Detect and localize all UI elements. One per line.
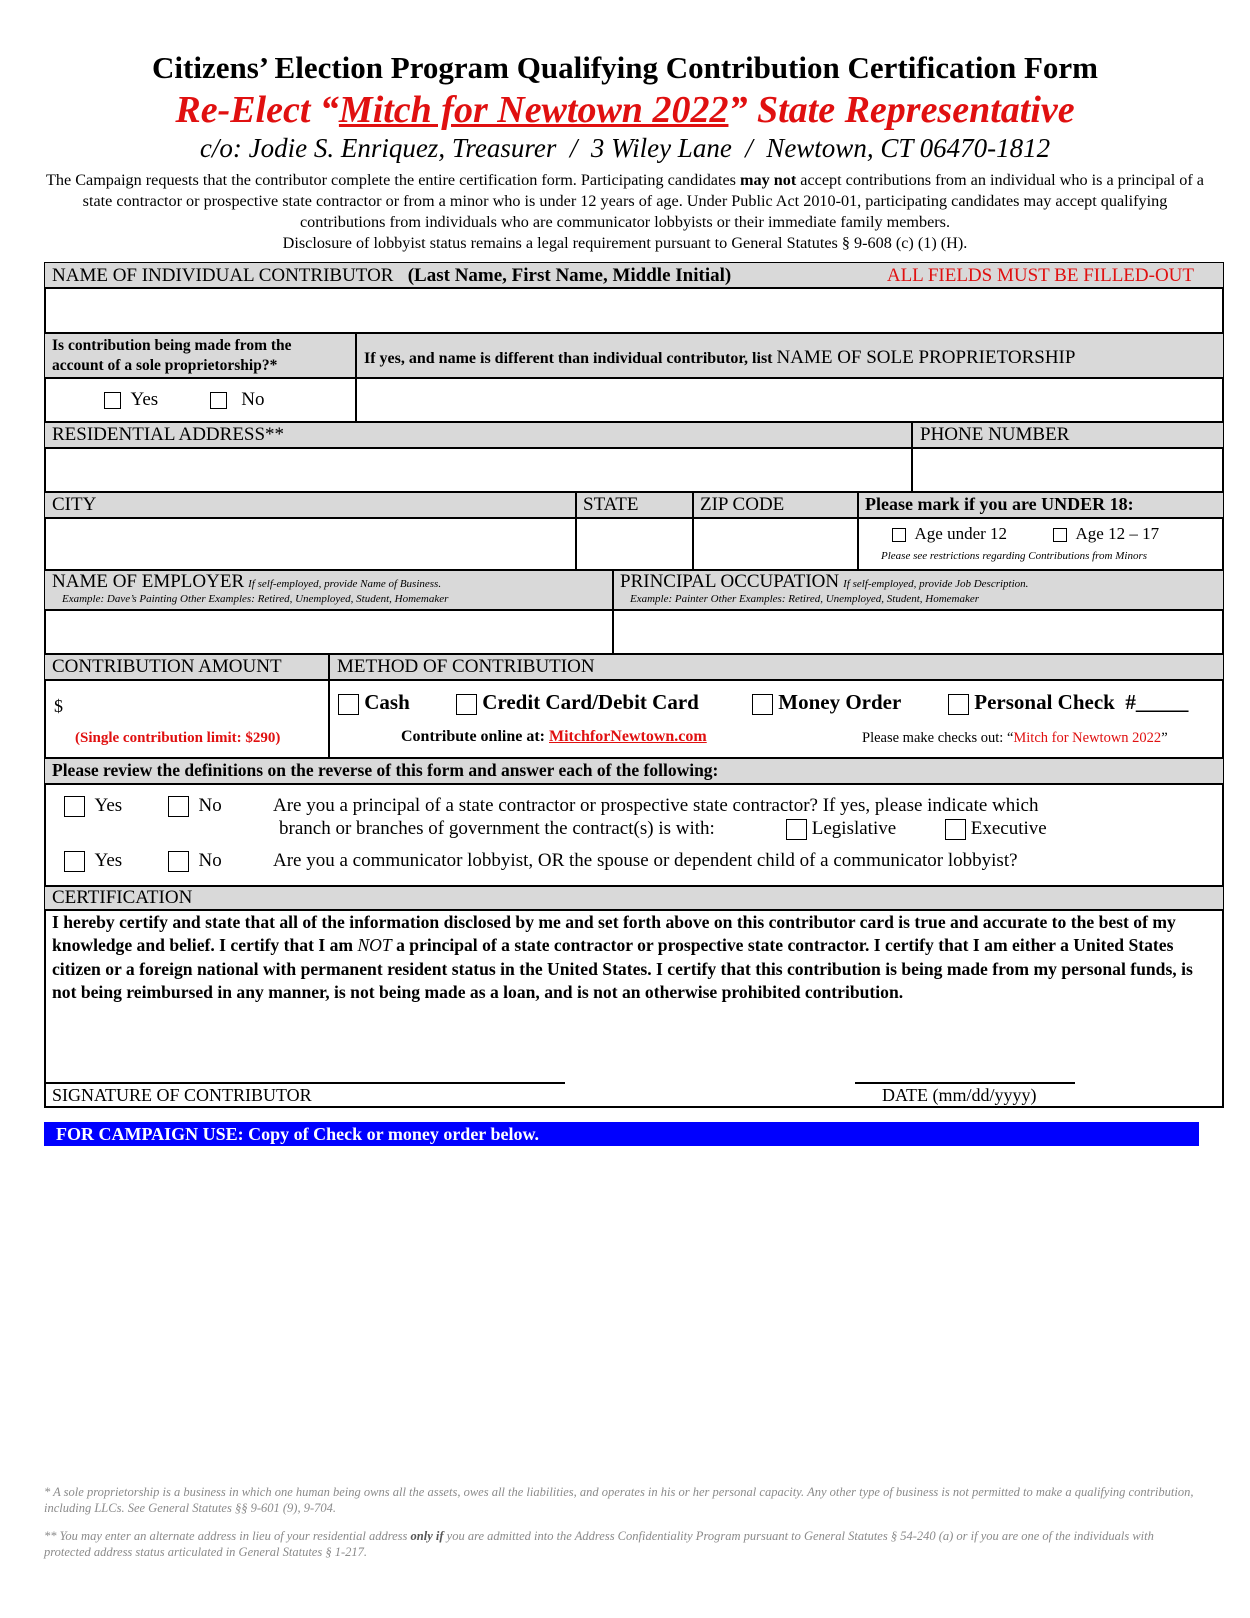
executive-checkbox[interactable] [945,819,966,840]
method-label: METHOD OF CONTRIBUTION [337,656,595,677]
q1-branch-text: branch or branches of government the contract(s) is with: [279,818,715,839]
age-under12-checkbox[interactable] [892,528,906,542]
personal-check-checkbox[interactable] [948,694,969,715]
city-label: CITY [52,494,97,515]
phone-field[interactable] [913,449,1222,491]
campaign-use-bar: FOR CAMPAIGN USE: Copy of Check or money order below. [44,1122,1199,1146]
address-field[interactable] [46,449,910,491]
employer-label: NAME OF EMPLOYER If self-employed, provide Name of Business. [52,571,442,592]
q1-yes-checkbox[interactable] [64,796,85,817]
treasurer-address: c/o: Jodie S. Enriquez, Treasurer / 3 Wiley Lane / Newtown, CT 06470-1812 [199,133,1051,163]
name-field[interactable] [46,289,1222,332]
age-12-17-option[interactable]: Age 12 – 17 [1053,524,1159,544]
legislative-checkbox[interactable] [786,819,807,840]
city-field[interactable] [46,519,574,569]
amount-field[interactable] [70,690,320,720]
q1-yes[interactable]: Yes [64,795,122,817]
sole-prop-no-checkbox[interactable] [210,392,227,409]
sole-prop-hint: If yes, and name is different than individual contributor, list NAME OF SOLE PROPRIETORSHIP [364,347,1076,368]
sole-prop-name-field[interactable] [358,379,1222,421]
occupation-label: PRINCIPAL OCCUPATION If self-employed, provide Job Description. [620,571,1029,592]
certification-text: I hereby certify and state that all of the information disclosed by me and set forth above on this contributor card is true and accurate to the best of my knowledge and belief. I certify that I am NOT a principal of a state contractor or prospective state contractor. I certify that I am either a United States citizen or a foreign national with permanent resident status in the United States. I certify that this contribution is being made from my personal funds, is not being reimbursed in any manner, is not being made as a loan, and is not an otherwise prohibited contribution. [52,912,1193,1002]
money-order-checkbox[interactable] [752,694,773,715]
campaign-name: Mitch for Newtown 2022 [338,89,729,131]
method-card[interactable]: Credit Card/Debit Card [456,690,699,715]
online-contribute: Contribute online at: MitchforNewtown.com [401,728,707,745]
signature-label: SIGNATURE OF CONTRIBUTOR [52,1085,312,1105]
branch-legislative[interactable]: Legislative [786,818,896,840]
q2-no[interactable]: No [168,850,222,872]
age-under12-option[interactable]: Age under 12 [892,524,1007,544]
q1-text: Are you a principal of a state contractor or prospective state contractor? If yes, please indicate which [273,795,1039,816]
sole-prop-yes[interactable]: Yes [104,389,158,411]
checks-payee: Please make checks out: “Mitch for Newtown 2022” [862,730,1168,746]
employer-example: Example: Dave’s Painting Other Examples: Retired, Unemployed, Student, Homemaker [62,593,449,605]
campaign-title: Re-Elect “Mitch for Newtown 2022” State Representative [175,89,1075,131]
zip-label: ZIP CODE [700,494,785,515]
sole-prop-no[interactable]: No [210,389,264,411]
q1-no-checkbox[interactable] [168,796,189,817]
state-field[interactable] [577,519,691,569]
method-cash[interactable]: Cash [338,690,410,715]
age-12-17-checkbox[interactable] [1053,528,1067,542]
cash-checkbox[interactable] [338,694,359,715]
online-link[interactable]: MitchforNewtown.com [549,728,707,745]
state-label: STATE [583,494,639,515]
zip-field[interactable] [694,519,856,569]
form-title: Citizens’ Election Program Qualifying Contribution Certification Form [152,50,1098,85]
intro-text: The Campaign requests that the contributor complete the entire certification form. Participating candidates may not accept contributions from an individual who is a principal of a state contractor or prospective state contractor or from a minor who is under 12 years of age. Under Public Act 2010-01, participating candidates may accept qualifying contributions from individuals who are communicator lobbyists or their immediate family members. Disclosure of lobbyist status remains a legal requirement pursuant to General Statutes § 9-608 (c) (1) (H). [46,171,1204,252]
q2-yes[interactable]: Yes [64,850,122,872]
sole-prop-question: Is contribution being made from the account of a sole proprietorship?* [52,337,292,374]
required-notice: ALL FIELDS MUST BE FILLED-OUT [886,265,1194,286]
method-money-order[interactable]: Money Order [752,690,901,715]
currency-symbol: $ [54,696,63,716]
certification-label: CERTIFICATION [52,887,193,908]
review-header: Please review the definitions on the reverse of this form and answer each of the following: [52,760,719,780]
date-line [855,1082,1075,1084]
method-personal-check[interactable]: Personal Check #_____ [948,690,1188,715]
branch-executive[interactable]: Executive [945,818,1047,840]
sole-prop-yes-checkbox[interactable] [104,392,121,409]
contribution-limit: (Single contribution limit: $290) [75,730,281,746]
occupation-example: Example: Painter Other Examples: Retired, Unemployed, Student, Homemaker [630,593,980,605]
card-checkbox[interactable] [456,694,477,715]
date-field[interactable] [855,1040,1075,1080]
footnote-alternate-address: ** You may enter an alternate address in lieu of your residential address only if you are admitted into the Address Confidentiality Program pursuant to General Statutes § 54-240 (a) or if you are one of the individuals with protected address status articulated in General Statutes § 1-217. [44,1529,1154,1559]
address-label: RESIDENTIAL ADDRESS** [52,424,285,445]
q1-no[interactable]: No [168,795,222,817]
date-label: DATE (mm/dd/yyyy) [882,1085,1037,1105]
employer-field[interactable] [46,611,611,653]
q2-yes-checkbox[interactable] [64,851,85,872]
q2-text: Are you a communicator lobbyist, OR the spouse or dependent child of a communicator lobbyist? [273,850,1018,871]
signature-line [45,1082,565,1084]
signature-field[interactable] [46,1040,564,1080]
name-label: NAME OF INDIVIDUAL CONTRIBUTOR (Last Name, First Name, Middle Initial) [52,265,732,286]
under18-label: Please mark if you are UNDER 18: [865,494,1134,514]
phone-label: PHONE NUMBER [920,424,1070,445]
footnote-sole-proprietorship: * A sole proprietorship is a business in which one human being owns all the assets, owes all the liabilities, and operates in his or her personal capacity. Any other type of business is not permitted to make a qualifying contribution, including LLCs. See General Statutes §§ 9-601 (9), 9-704. [44,1485,1194,1515]
minor-note: Please see restrictions regarding Contributions from Minors [881,550,1148,562]
q2-no-checkbox[interactable] [168,851,189,872]
occupation-field[interactable] [614,611,1222,653]
amount-label: CONTRIBUTION AMOUNT [52,656,282,677]
